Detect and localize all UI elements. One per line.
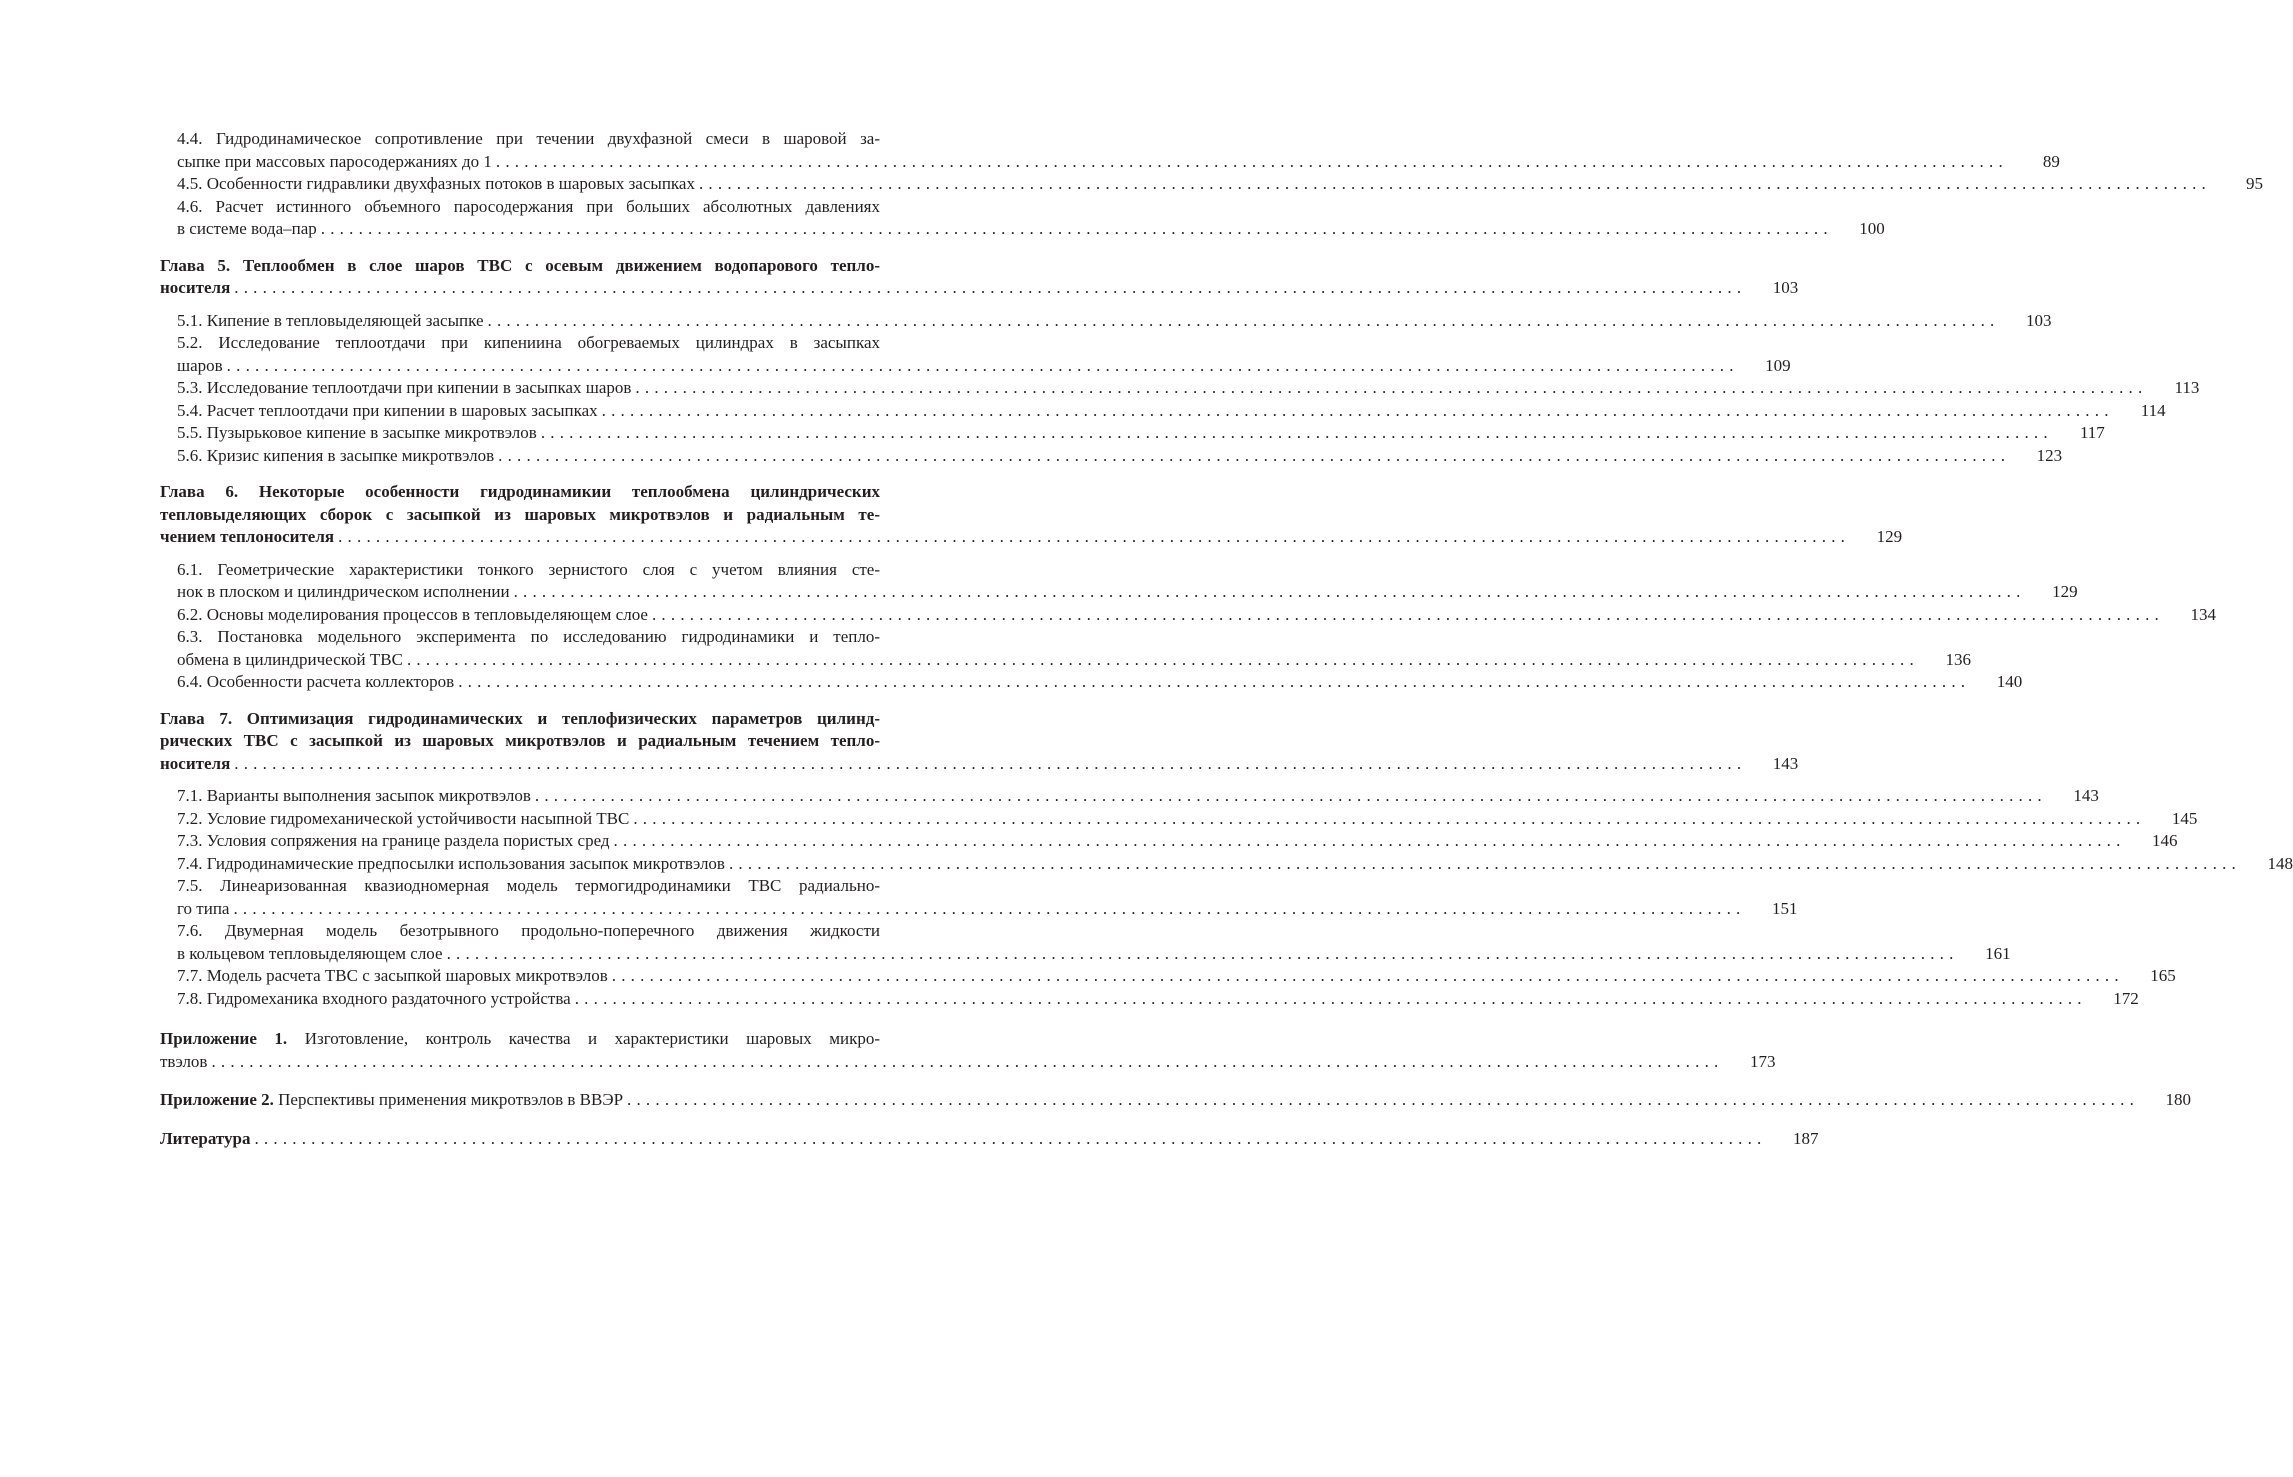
- toc-entry-6-3[interactable]: [160, 626, 1971, 671]
- toc-entry-text: 6.1. Геометрические характеристики тонкого зернистого слоя с учетом влияния сте-: [177, 559, 880, 579]
- toc-references[interactable]: [160, 1128, 1819, 1151]
- toc-entry-6-2[interactable]: [160, 604, 2216, 627]
- toc-entry-text: 7.5. Линеаризованная квазиодномерная модель термогидродинамики ТВС радиально-: [177, 876, 880, 895]
- chapter-title: чением теплоносителя: [160, 527, 335, 546]
- page-number: 129: [1876, 527, 1903, 546]
- toc-entry-text: 4.5. Особенности гидравлики двухфазных потоков в шаровых засыпках: [177, 174, 695, 193]
- dot-leader: ................................................................................................................................................................: [234, 278, 1747, 297]
- toc-entry-text: 5.2. Исследование теплоотдачи при кипениина обогреваемых цилиндрах в засыпках: [177, 333, 880, 352]
- toc-entry-5-3[interactable]: [160, 377, 2200, 400]
- toc-entry-4-6[interactable]: [160, 196, 1885, 241]
- page-number: 165: [2150, 966, 2176, 985]
- toc-entry-text: 4.6. Расчет истинного объемного паросодержания при больших абсолютных давлениях: [177, 196, 880, 216]
- toc-entry-text: шаров: [177, 355, 223, 375]
- dot-leader: ................................................................................................................................................................: [540, 423, 2053, 442]
- page-number: 89: [2042, 151, 2060, 171]
- dot-leader: ................................................................................................................................................................: [601, 400, 2114, 420]
- dot-leader: ................................................................................................................................................................: [698, 174, 2211, 193]
- toc-entry-7-1[interactable]: [160, 785, 2099, 808]
- toc-entry-text: обмена в цилиндрической ТВС: [177, 649, 403, 669]
- toc-entry-text: 7.3. Условия сопряжения на границе раздела пористых сред: [177, 831, 610, 850]
- toc-entry-text: 5.1. Кипение в тепловыделяющей засыпке: [177, 310, 484, 330]
- toc-entry-text: 7.4. Гидродинамические предпосылки использования засыпок микротвэлов: [177, 853, 725, 873]
- dot-leader: ................................................................................................................................................................: [458, 672, 1971, 691]
- dot-leader: ................................................................................................................................................................: [728, 853, 2241, 873]
- toc-entry-text: го типа: [177, 898, 230, 918]
- dot-leader: ................................................................................................................................................................: [446, 943, 1959, 963]
- toc-entry-text: 5.3. Исследование теплоотдачи при кипении в засыпках шаров: [177, 378, 632, 397]
- toc-entry-7-7[interactable]: [160, 965, 2176, 988]
- toc-entry-7-4[interactable]: [160, 853, 2293, 876]
- appendix-label: Приложение 1.: [160, 1029, 288, 1048]
- toc-entry-text: 7.2. Условие гидромеханической устойчивости насыпной ТВС: [177, 808, 630, 828]
- toc-appendix-1[interactable]: [160, 1028, 1776, 1073]
- dot-leader: ................................................................................................................................................................: [651, 604, 2164, 624]
- page-number: 134: [2190, 604, 2216, 624]
- appendix-title: Перспективы применения микротвэлов в ВВЭР: [278, 1090, 624, 1109]
- dot-leader: ................................................................................................................................................................: [627, 1090, 2140, 1109]
- toc-entry-text: 5.5. Пузырьковое кипение в засыпке микротвэлов: [177, 423, 537, 442]
- toc-entry-6-4[interactable]: [160, 671, 2023, 694]
- dot-leader: ................................................................................................................................................................: [233, 898, 1746, 918]
- toc-entry-text: 6.3. Постановка модельного эксперимента по исследованию гидродинамики и тепло-: [177, 627, 880, 646]
- toc-entry-5-5[interactable]: [160, 422, 2105, 445]
- dot-leader: ................................................................................................................................................................: [574, 988, 2087, 1008]
- toc-entry-text: 7.8. Гидромеханика входного раздаточного устройства: [177, 988, 571, 1008]
- page-number: 161: [1985, 943, 2011, 963]
- chapter-title: носителя: [160, 278, 231, 297]
- page-number: 143: [1772, 753, 1799, 773]
- page-number: 114: [2140, 400, 2166, 420]
- toc-chapter-7[interactable]: [160, 708, 1799, 776]
- toc-entry-text: нок в плоском и цилиндрическом исполнении: [177, 582, 510, 601]
- dot-leader: ................................................................................................................................................................: [254, 1128, 1767, 1148]
- dot-leader: ................................................................................................................................................................: [320, 219, 1833, 238]
- toc-entry-text: 4.4. Гидродинамическое сопротивление при течении двухфазной смеси в шаровой за-: [177, 129, 880, 148]
- page-number: 148: [2267, 853, 2293, 873]
- toc-appendix-2[interactable]: [160, 1089, 2192, 1112]
- toc-entry-5-1[interactable]: [160, 310, 2052, 333]
- page-number: 180: [2165, 1090, 2192, 1109]
- toc-entry-text: 6.4. Особенности расчета коллекторов: [177, 672, 455, 691]
- toc-chapter-5[interactable]: [160, 255, 1799, 300]
- page-number: 129: [2052, 582, 2078, 601]
- toc-entry-7-5[interactable]: [160, 875, 1798, 920]
- dot-leader: ................................................................................................................................................................: [613, 831, 2126, 850]
- chapter-title: тепловыделяющих сборок с засыпкой из шаровых микротвэлов и радиальным те-: [160, 504, 880, 524]
- toc-entry-text: 6.2. Основы моделирования процессов в тепловыделяющем слое: [177, 604, 648, 624]
- toc-entry-text: в системе вода–пар: [177, 219, 317, 238]
- toc-entry-text: 5.4. Расчет теплоотдачи при кипении в шаровых засыпках: [177, 400, 598, 420]
- page-number: 151: [1771, 898, 1798, 918]
- page-number: 140: [1996, 672, 2023, 691]
- page-number: 187: [1792, 1128, 1819, 1148]
- page-number: 113: [2174, 378, 2200, 397]
- toc-entry-7-6[interactable]: [160, 920, 2011, 965]
- dot-leader: ................................................................................................................................................................: [338, 527, 1851, 546]
- dot-leader: ................................................................................................................................................................: [406, 649, 1919, 669]
- dot-leader: ................................................................................................................................................................: [234, 753, 1747, 773]
- chapter-title: рических ТВС с засыпкой из шаровых микротвэлов и радиальным течением тепло-: [160, 731, 880, 750]
- appendix-title: Изготовление, контроль качества и характеристики шаровых микро-: [304, 1029, 881, 1048]
- toc-entry-6-1[interactable]: [160, 559, 2078, 604]
- page-number: 123: [2036, 445, 2063, 465]
- dot-leader: ................................................................................................................................................................: [611, 966, 2124, 985]
- dot-leader: ................................................................................................................................................................: [495, 151, 2008, 171]
- dot-leader: ................................................................................................................................................................: [498, 445, 2011, 465]
- toc-entry-7-3[interactable]: [160, 830, 2178, 853]
- toc-entry-5-2[interactable]: [160, 332, 1791, 377]
- toc-entry-text: сыпке при массовых паросодержаниях до 1: [177, 151, 492, 171]
- page-number: 103: [1772, 278, 1799, 297]
- dot-leader: ................................................................................................................................................................: [633, 808, 2146, 828]
- page-number: 117: [2079, 423, 2105, 442]
- toc-entry-7-8[interactable]: [160, 988, 2139, 1011]
- toc-chapter-6[interactable]: [160, 481, 1903, 549]
- chapter-title: Глава 7. Оптимизация гидродинамических и теплофизических параметров цилинд-: [160, 708, 880, 728]
- chapter-title: Глава 6. Некоторые особенности гидродинамикии теплообмена цилиндрических: [160, 482, 880, 501]
- toc-entry-5-4[interactable]: [160, 400, 2166, 423]
- page-number: 145: [2171, 808, 2198, 828]
- chapter-title: носителя: [160, 753, 231, 773]
- page-number: 95: [2245, 174, 2263, 193]
- dot-leader: ................................................................................................................................................................: [513, 582, 2026, 601]
- toc-entry-text: 7.6. Двумерная модель безотрывного продольно-поперечного движения жидкости: [177, 921, 880, 940]
- page-number: 172: [2113, 988, 2139, 1008]
- page-number: 173: [1749, 1051, 1776, 1071]
- dot-leader: ................................................................................................................................................................: [534, 786, 2047, 805]
- dot-leader: ................................................................................................................................................................: [226, 355, 1739, 375]
- toc-entry-text: в кольцевом тепловыделяющем слое: [177, 943, 443, 963]
- appendix-title: твэлов: [160, 1051, 208, 1071]
- page-number: 109: [1765, 355, 1791, 375]
- toc-entry-5-6[interactable]: [160, 445, 2063, 468]
- toc-entry-4-5[interactable]: [160, 173, 2263, 196]
- page-number: 143: [2073, 786, 2099, 805]
- appendix-label: Приложение 2.: [160, 1090, 274, 1109]
- toc-entry-4-4[interactable]: [160, 128, 2060, 173]
- dot-leader: ................................................................................................................................................................: [211, 1051, 1724, 1071]
- chapter-title: Глава 5. Теплообмен в слое шаров ТВС с осевым движением водопарового тепло-: [160, 255, 880, 275]
- table-of-contents: [160, 128, 2293, 1150]
- toc-entry-text: 5.6. Кризис кипения в засыпке микротвэлов: [177, 445, 495, 465]
- page-number: 100: [1859, 219, 1885, 238]
- page-number: 103: [2026, 310, 2052, 330]
- dot-leader: ................................................................................................................................................................: [635, 378, 2148, 397]
- toc-entry-text: 7.7. Модель расчета ТВС с засыпкой шаровых микротвэлов: [177, 966, 608, 985]
- toc-entry-text: 7.1. Варианты выполнения засыпок микротвэлов: [177, 786, 531, 805]
- toc-entry-7-2[interactable]: [160, 808, 2198, 831]
- page-number: 136: [1945, 649, 1971, 669]
- page-number: 146: [2152, 831, 2178, 850]
- references-label: Литература: [160, 1128, 251, 1148]
- dot-leader: ................................................................................................................................................................: [487, 310, 2000, 330]
